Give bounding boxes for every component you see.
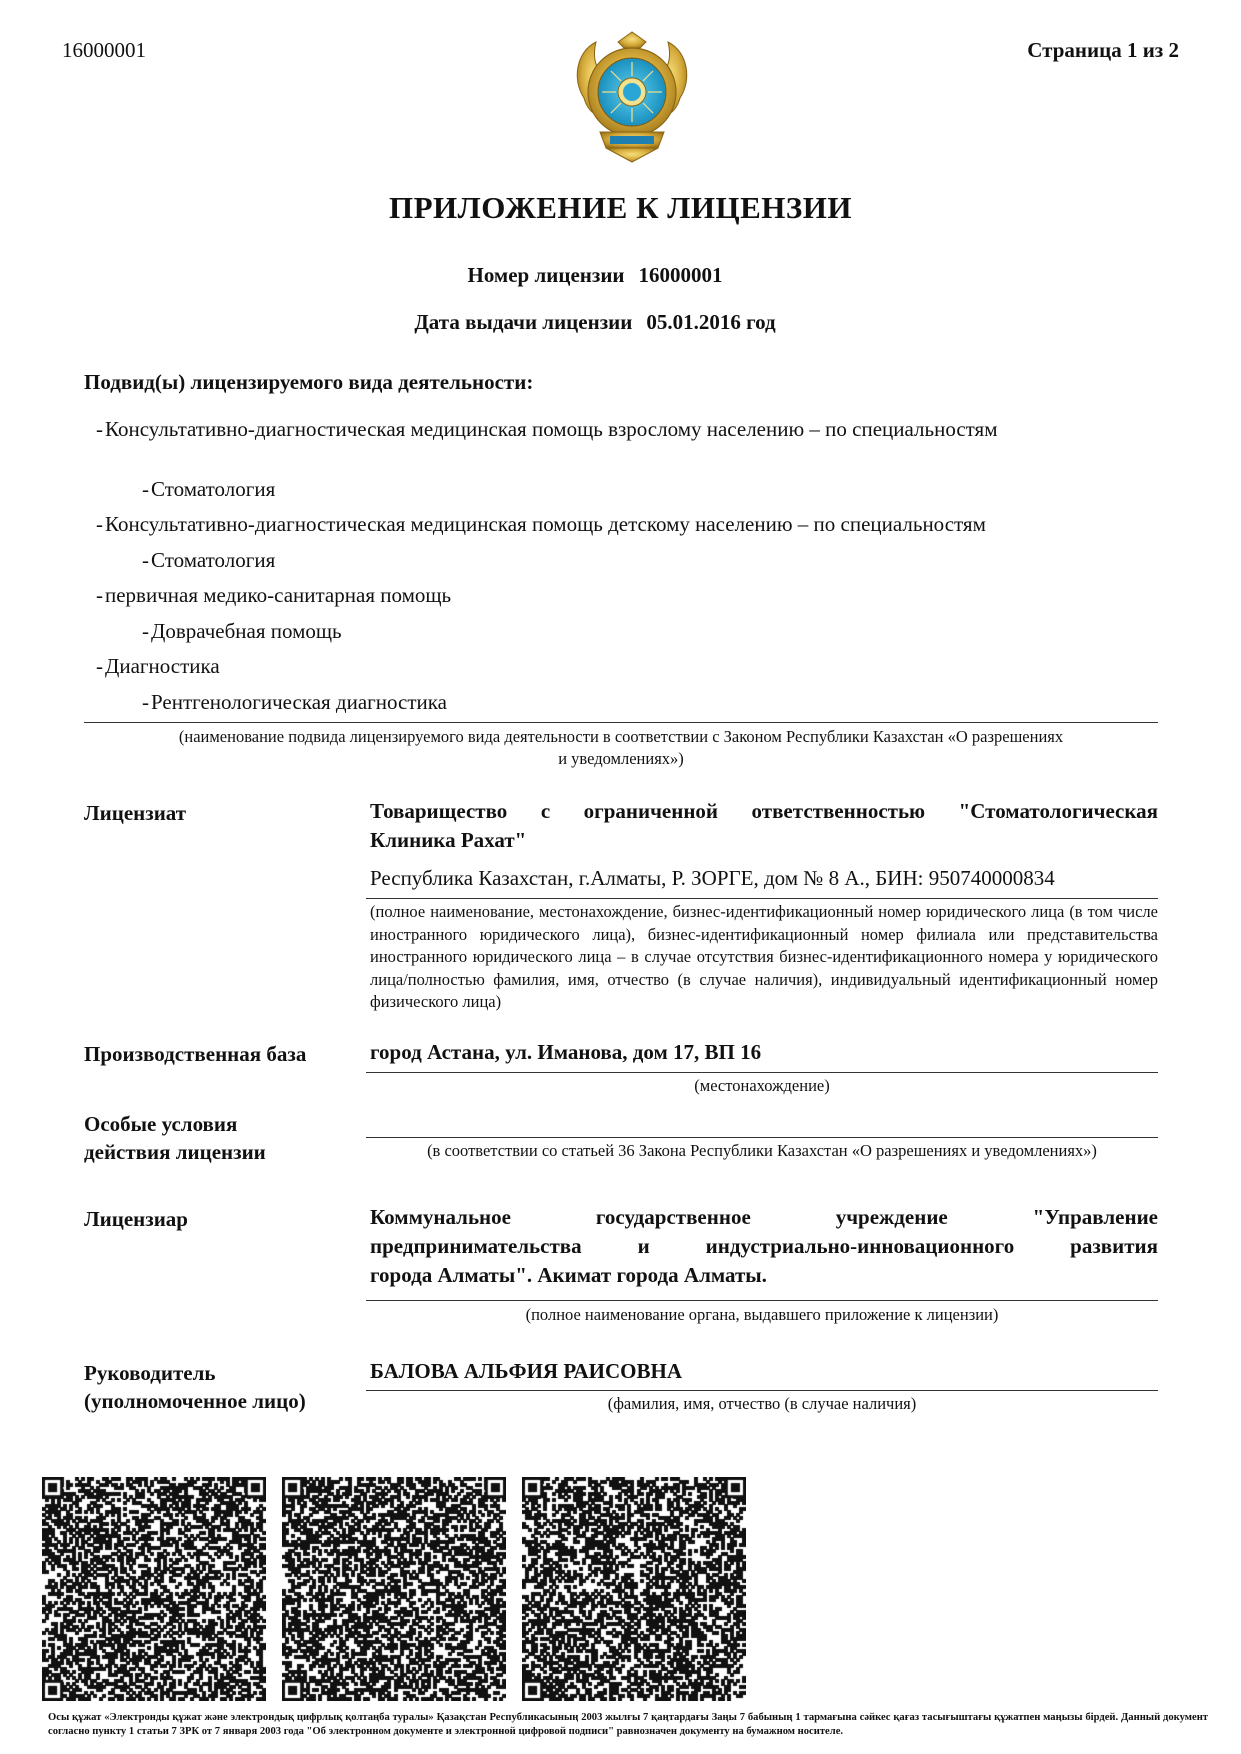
licensor-name: Коммунальное государственное учреждение "Управление предпринимательства и индустриально-инновационного развития города Алматы". Акимат города Алматы.	[370, 1205, 1158, 1287]
license-number-line	[0, 263, 1190, 288]
subtypes-heading: Подвид(ы) лицензируемого вида деятельности:	[84, 370, 534, 394]
qr-code-icon	[282, 1477, 506, 1701]
head-caption: (фамилия, имя, отчество (в случае наличия)	[607, 1394, 917, 1413]
activity-item: -Консультативно-диагностическая медицинская помощь взрослому населению – по специальностям	[96, 417, 998, 441]
licensee-caption: (полное наименование, местонахождение, бизнес-идентификационный номер юридического лица (в том числе иностранного юридического лица), бизнес-идентификационный номер филиала или представительства иностранного юридического лица – в случае отсутствия бизнес-идентификационного номера у юридического лица/полностью фамилия, имя, отчество (в случае наличия), индивидуальный идентификационный номер физического лица)	[370, 902, 1158, 1011]
activity-item: -Консультативно-диагностическая медицинская помощь детскому населению – по специальностям	[96, 512, 986, 536]
activity-subitem: -Рентгенологическая диагностика	[142, 690, 447, 714]
activity-subitem: -Стоматология	[142, 548, 276, 572]
state-emblem-icon	[566, 28, 698, 168]
head-label: Руководитель (уполномоченное лицо)	[84, 1361, 306, 1413]
page-indicator: Страница 1 из 2	[1027, 38, 1179, 62]
production-base-caption: (местонахождение)	[694, 1076, 830, 1095]
activity-item: -первичная медико-санитарная помощь	[96, 583, 452, 607]
license-number-label: Номер лицензии	[467, 263, 625, 287]
license-number-value: 16000001	[638, 263, 723, 287]
special-conditions-divider	[366, 1137, 1158, 1138]
subtypes-caption: (наименование подвида лицензируемого вида деятельности в соответствии с Законом Республики Казахстан «О разрешениях и уведомлениях»)	[178, 727, 1064, 768]
production-base-value: город Астана, ул. Иманова, дом 17, ВП 16	[370, 1040, 762, 1064]
legal-footer: Осы құжат «Электронды құжат және электрондық цифрлық қолтаңба туралы» Қазақстан Республикасының 2003 жылғы 7 қаңтардағы Заңы 7 бабының 1 тармағына сәйкес қағаз тасығыштағы құжатпен маңызы бірдей. Данный документ согласно пункту 1 статьи 7 ЗРК от 7 января 2003 года "Об электронном документе и электронной цифровой подписи" равнозначен документу на бумажном носителе.	[48, 1712, 1208, 1737]
activity-subitem: -Стоматология	[142, 477, 276, 501]
licensee-label: Лицензиат	[84, 801, 187, 825]
production-base-divider	[366, 1072, 1158, 1073]
license-date-label: Дата выдачи лицензии	[414, 310, 633, 334]
licensee-name: Товарищество с ограниченной ответственностью "Стоматологическая Клиника Рахат"	[370, 799, 1158, 852]
document-number: 16000001	[62, 38, 146, 62]
licensor-divider	[366, 1300, 1158, 1301]
activity-subitem: -Доврачебная помощь	[142, 619, 342, 643]
special-conditions-caption: (в соответствии со статьей 36 Закона Республики Казахстан «О разрешениях и уведомлениях»)	[427, 1141, 1097, 1160]
head-name: БАЛОВА АЛЬФИЯ РАИСОВНА	[370, 1359, 682, 1383]
license-date-line	[0, 310, 1190, 335]
licensor-caption: (полное наименование органа, выдавшего приложение к лицензии)	[525, 1305, 999, 1324]
activity-item: -Диагностика	[96, 654, 220, 678]
production-base-label: Производственная база	[84, 1042, 307, 1066]
qr-code-icon	[42, 1477, 266, 1701]
document-title: ПРИЛОЖЕНИЕ К ЛИЦЕНЗИИ	[388, 190, 852, 225]
license-date-value: 05.01.2016 год	[646, 310, 776, 334]
head-divider	[366, 1390, 1158, 1391]
licensor-label: Лицензиар	[84, 1207, 188, 1231]
licensee-divider	[366, 898, 1158, 899]
subtypes-divider	[84, 722, 1158, 723]
special-conditions-label: Особые условия действия лицензии	[84, 1112, 266, 1164]
licensee-address: Республика Казахстан, г.Алматы, Р. ЗОРГЕ, дом № 8 А., БИН: 950740000834	[370, 866, 1055, 890]
qr-code-icon	[522, 1477, 746, 1701]
